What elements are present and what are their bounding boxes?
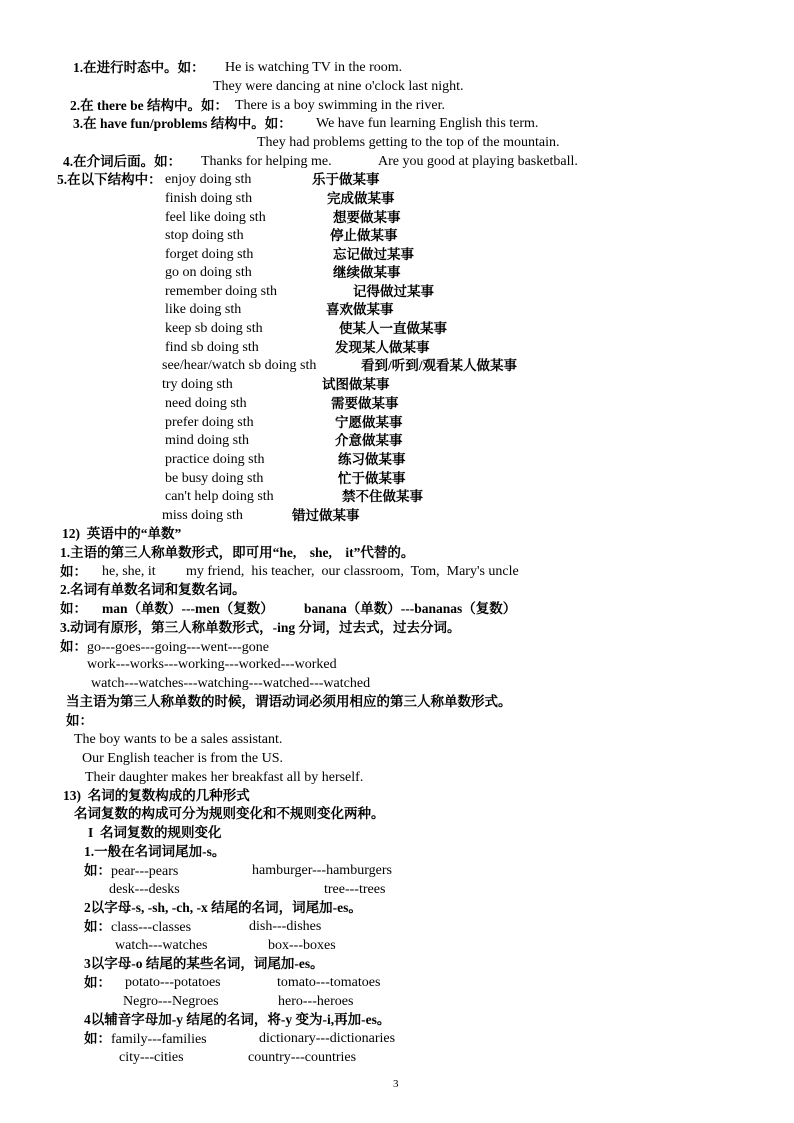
phrase-en: try doing sth: [162, 377, 233, 392]
phrase-zh: 忙于做某事: [338, 471, 406, 486]
plural-example: desk---desks: [109, 882, 180, 897]
phrase-zh: 练习做某事: [338, 452, 406, 467]
example-label: 如：: [84, 863, 111, 878]
plural-example: hero---heroes: [278, 994, 354, 1009]
phrase-zh: 错过做某事: [292, 508, 360, 523]
phrase-en: practice doing sth: [165, 452, 265, 467]
phrase-zh: 停止做某事: [330, 228, 398, 243]
plural-rule: 1.一般在名词词尾加-s。: [84, 844, 226, 859]
example-sentence: He is watching TV in the room.: [225, 60, 403, 75]
phrase-en: miss doing sth: [162, 508, 243, 523]
phrase-zh: 宁愿做某事: [335, 415, 403, 430]
example-line: [84, 863, 178, 880]
example-nouns: my friend, his teacher, our classroom, Tom, Mary's uncle: [186, 564, 519, 579]
phrase-zh: 喜欢做某事: [326, 302, 394, 317]
plural-rule: 4以辅音字母加-y 结尾的名词，将-y 变为-i,再加-es。: [84, 1012, 391, 1027]
plural-example: watch---watches: [115, 938, 208, 953]
example-sentence: Are you good at playing basketball.: [378, 154, 578, 169]
phrase-en: like doing sth: [165, 302, 242, 317]
plural-rule: 3以字母-o 结尾的某些名词，词尾加-es。: [84, 956, 324, 971]
plural-example: city---cities: [119, 1050, 184, 1065]
example-line: [60, 639, 269, 656]
phrase-zh: 忘记做过某事: [333, 247, 414, 262]
phrase-zh: 继续做某事: [333, 265, 401, 280]
example-label: 如：: [60, 601, 87, 616]
section-point: 1.主语的第三人称单数形式，即可用“he, she, it”代替的。: [60, 545, 415, 560]
phrase-zh: 介意做某事: [335, 433, 403, 448]
phrase-zh: 禁不住做某事: [342, 489, 423, 504]
phrase-en: go on doing sth: [165, 265, 252, 280]
example-label: 如：: [60, 564, 87, 579]
example-line: [84, 1031, 207, 1048]
phrase-en: finish doing sth: [165, 191, 253, 206]
example-sentence: The boy wants to be a sales assistant.: [74, 732, 283, 747]
usage-item-label: 3.在 have fun/problems 结构中。如：: [73, 116, 292, 131]
phrase-en: can't help doing sth: [165, 489, 274, 504]
phrase-zh: 使某人一直做某事: [339, 321, 447, 336]
usage-item-label: 5.在以下结构中：: [57, 172, 162, 187]
section-point: 3.动词有原形，第三人称单数形式，-ing 分词，过去式，过去分词。: [60, 620, 461, 635]
phrase-zh: 看到/听到/观看某人做某事: [361, 358, 518, 373]
example-pair: man（单数）---men（复数）: [102, 601, 274, 616]
example-line: [84, 919, 191, 936]
example-label: 如：: [84, 919, 111, 934]
example-sentence: Thanks for helping me.: [201, 154, 332, 169]
phrase-zh: 发现某人做某事: [335, 340, 430, 355]
example-sentence: They had problems getting to the top of the mountain.: [257, 135, 560, 150]
section-title: 13) 名词的复数构成的几种形式: [63, 788, 250, 803]
phrase-en: be busy doing sth: [165, 471, 264, 486]
phrase-en: enjoy doing sth: [165, 172, 252, 187]
example-label: 如：: [84, 1031, 111, 1046]
phrase-zh: 记得做过某事: [353, 284, 434, 299]
plural-example: tomato---tomatoes: [277, 975, 381, 990]
section-title: 12) 英语中的“单数”: [62, 526, 182, 541]
example-sentence: Their daughter makes her breakfast all by herself.: [85, 770, 364, 785]
verb-forms: go---goes---going---went---gone: [87, 640, 269, 655]
verb-forms: watch---watches---watching---watched---watched: [91, 676, 371, 691]
phrase-en: mind doing sth: [165, 433, 250, 448]
plural-example: dictionary---dictionaries: [259, 1031, 396, 1046]
phrase-en: forget doing sth: [165, 247, 254, 262]
plural-example: family---families: [111, 1032, 207, 1047]
section-intro: 名词复数的构成可分为规则变化和不规则变化两种。: [74, 806, 385, 821]
grammar-rule: 当主语为第三人称单数的时候，谓语动词必须用相应的第三人称单数形式。: [66, 694, 512, 709]
phrase-en: feel like doing sth: [165, 210, 266, 225]
example-pair: banana（单数）---bananas（复数）: [304, 601, 517, 616]
plural-example: pear---pears: [111, 864, 179, 879]
phrase-en: remember doing sth: [165, 284, 277, 299]
plural-rule: 2以字母-s, -sh, -ch, -x 结尾的名词，词尾加-es。: [84, 900, 362, 915]
plural-example: box---boxes: [268, 938, 336, 953]
usage-item-label: 2.在 there be 结构中。如：: [70, 98, 228, 113]
phrase-zh: 需要做某事: [331, 396, 399, 411]
phrase-zh: 完成做某事: [327, 191, 395, 206]
plural-example: potato---potatoes: [125, 975, 221, 990]
phrase-en: keep sb doing sth: [165, 321, 263, 336]
page-number: 3: [393, 1078, 399, 1090]
plural-example: hamburger---hamburgers: [252, 863, 392, 878]
example-label: 如：: [84, 975, 111, 990]
example-sentence: We have fun learning English this term.: [316, 116, 539, 131]
example-sentence: There is a boy swimming in the river.: [235, 98, 445, 113]
plural-example: class---classes: [111, 920, 192, 935]
verb-forms: work---works---working---worked---worked: [87, 657, 337, 672]
phrase-en: see/hear/watch sb doing sth: [162, 358, 317, 373]
phrase-zh: 想要做某事: [333, 210, 401, 225]
subsection-title: I 名词复数的规则变化: [88, 825, 222, 840]
example-sentence: Our English teacher is from the US.: [82, 751, 284, 766]
example-label: 如：: [66, 713, 93, 728]
phrase-en: prefer doing sth: [165, 415, 254, 430]
phrase-en: find sb doing sth: [165, 340, 259, 355]
example-pronouns: he, she, it: [102, 564, 156, 579]
phrase-en: stop doing sth: [165, 228, 244, 243]
usage-item-label: 4.在介词后面。如：: [63, 154, 182, 169]
section-point: 2.名词有单数名词和复数名词。: [60, 582, 246, 597]
plural-example: country---countries: [248, 1050, 357, 1065]
phrase-zh: 乐于做某事: [312, 172, 380, 187]
plural-example: dish---dishes: [249, 919, 322, 934]
plural-example: Negro---Negroes: [123, 994, 219, 1009]
usage-item-label: 1.在进行时态中。如：: [73, 60, 205, 75]
phrase-zh: 试图做某事: [322, 377, 390, 392]
example-sentence: They were dancing at nine o'clock last night.: [213, 79, 464, 94]
plural-example: tree---trees: [324, 882, 386, 897]
phrase-en: need doing sth: [165, 396, 247, 411]
example-label: 如：: [60, 639, 87, 654]
